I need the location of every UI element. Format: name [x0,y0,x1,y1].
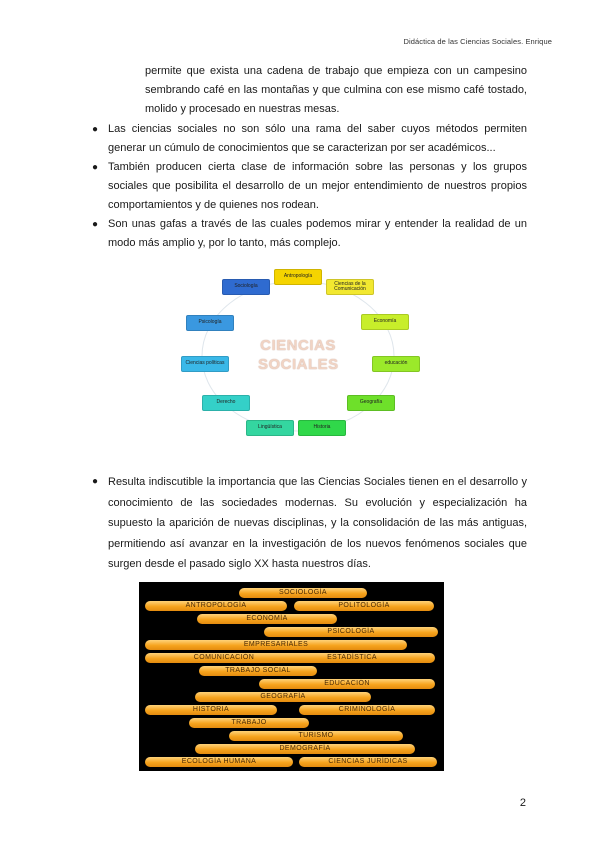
bullet-icon: ● [92,124,99,135]
discipline-bar: CRIMINOLOGÍA [299,705,435,715]
bullet-list-bottom [92,472,527,575]
continuation-paragraph: permite que exista una cadena de trabajo que empieza con un campesino sembrando café en las montañas y que culmina con ese mismo café tostado, molido y procesado en nuestras mesas. [145,65,527,115]
discipline-bar: COMUNICACIÓN [145,653,303,663]
bullet-icon: ● [92,162,99,173]
discipline-node: Sociología [222,279,270,295]
list-item: ● También producen cierta clase de información sobre las personas y los grupos sociales que posibilita el desarrollo de un mejor entendimiento de nuestros propios comportamientos y de quienes nos rodean. [92,158,527,215]
discipline-bar: GEOGRAFÍA [195,692,371,702]
discipline-node: Lingüística [246,420,294,436]
list-item: ● Las ciencias sociales no son sólo una rama del saber cuyos métodos permiten generar un cúmulo de conocimientos que se caracterizan por ser académicos... [92,120,527,158]
discipline-bar: PSICOLOGÍA [264,627,438,637]
discipline-bar: EDUCACIÓN [259,679,435,689]
discipline-node: educación [372,356,420,372]
disciplines-bars-diagram [139,582,444,771]
discipline-bar: TURISMO [229,731,403,741]
discipline-node: Economía [361,314,409,330]
social-sciences-cycle-diagram [176,263,416,448]
discipline-node: Geografía [347,395,395,411]
discipline-bar: CIENCIAS JURÍDICAS [299,757,437,767]
discipline-node: Antropología [274,269,322,285]
discipline-bar: TRABAJO [189,718,309,728]
discipline-node: Historia [298,420,346,436]
discipline-node: Ciencias de la Comunicación [326,279,374,295]
discipline-bar: EMPRESARIALES [145,640,407,650]
bullet-icon: ● [92,476,99,487]
discipline-node: Derecho [202,395,250,411]
list-item: ● Resulta indiscutible la importancia que las Ciencias Sociales tienen en el desarrollo y conocimiento de las sociedades modernas. Su evolución y especialización ha supuesto la aparición de nuevas disciplinas, y la consolidación de las más antiguas, permitiendo así avanzar en la investigación de los nuevos fenómenos sociales que surgen desde el pasado siglo XX hasta nuestros días. [92,472,527,575]
discipline-bar: SOCIOLOGÍA [239,588,367,598]
discipline-bar: HISTORIA [145,705,277,715]
discipline-node: Psicología [186,315,234,331]
page-number: 2 [519,797,526,809]
diagram-title: CIENCIAS SOCIALES [258,337,339,373]
discipline-node: Ciencias políticas [181,356,229,372]
discipline-bar: DEMOGRAFÍA [195,744,415,754]
discipline-bar: ANTROPOLOGÍA [145,601,287,611]
page-header: Didáctica de las Ciencias Sociales. Enrique [403,37,552,46]
discipline-bar: TRABAJO SOCIAL [199,666,317,676]
discipline-bar: POLITOLOGÍA [294,601,434,611]
discipline-bar: ESTADÍSTICA [269,653,435,663]
discipline-bar: ECONOMÍA [197,614,337,624]
discipline-bar: ECOLOGÍA HUMANA [145,757,293,767]
bullet-list-top [92,120,527,253]
list-item: ● Son unas gafas a través de las cuales podemos mirar y entender la realidad de un modo más amplio y, por lo tanto, más complejo. [92,215,527,253]
bullet-icon: ● [92,219,99,230]
